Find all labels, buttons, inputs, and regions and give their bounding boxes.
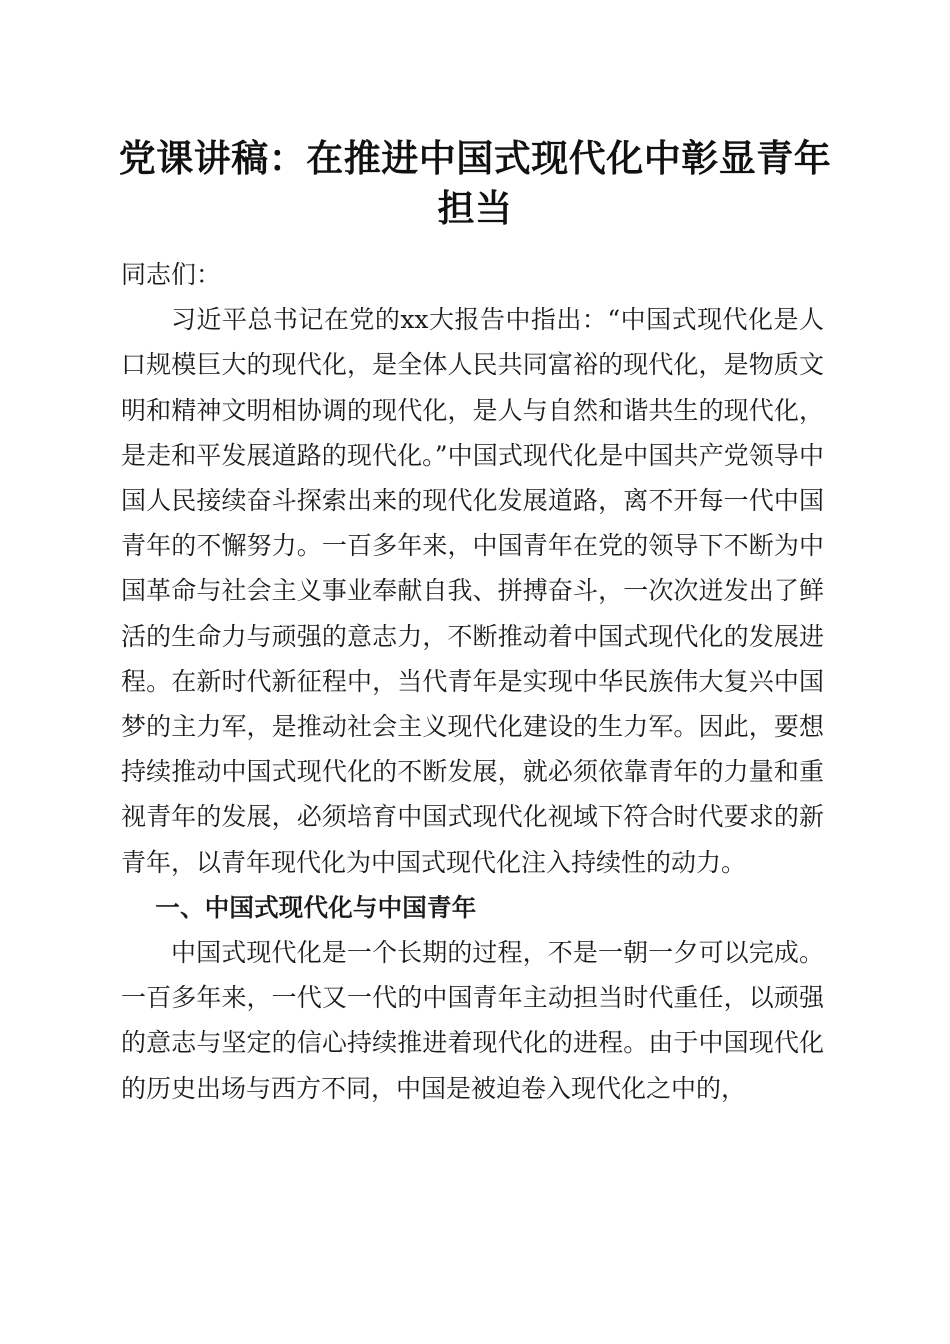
paragraph-intro: 习近平总书记在党的xx大报告中指出：“中国式现代化是人口规模巨大的现代化，是全体人民共同富裕的现代化，是物质文明和精神文明相协调的现代化，是人与自然和谐共生的现代化，是走和平发展道路的现代化。”中国式现代化是中国共产党领导中国人民接续奋斗探索出来的现代化发展道路，离不开每一代中国青年的不懈努力。一百多年来，中国青年在党的领导下不断为中国革命与社会主义事业奉献自我、拼搏奋斗，一次次迸发出了鲜活的生命力与顽强的意志力，不断推动着中国式现代化的发展进程。在新时代新征程中，当代青年是实现中华民族伟大复兴中国梦的主力军，是推动社会主义现代化建设的生力军。因此，要想持续推动中国式现代化的不断发展，就必须依靠青年的力量和重视青年的发展，必须培育中国式现代化视域下符合时代要求的新青年，以青年现代化为中国式现代化注入持续性的动力。 [121, 305, 824, 877]
document-body [121, 252, 824, 1111]
document-title: 党课讲稿：在推进中国式现代化中彰显青年担当 [118, 136, 832, 230]
section-heading-1: 一、中国式现代化与中国青年 [155, 892, 477, 922]
salutation: 同志们： [121, 260, 222, 289]
paragraph-section-1: 中国式现代化是一个长期的过程，不是一朝一夕可以完成。一百多年来，一代又一代的中国青年主动担当时代重任，以顽强的意志与坚定的信心持续推进着现代化的进程。由于中国现代化的历史出场与西方不同，中国是被迫卷入现代化之中的， [121, 938, 824, 1103]
